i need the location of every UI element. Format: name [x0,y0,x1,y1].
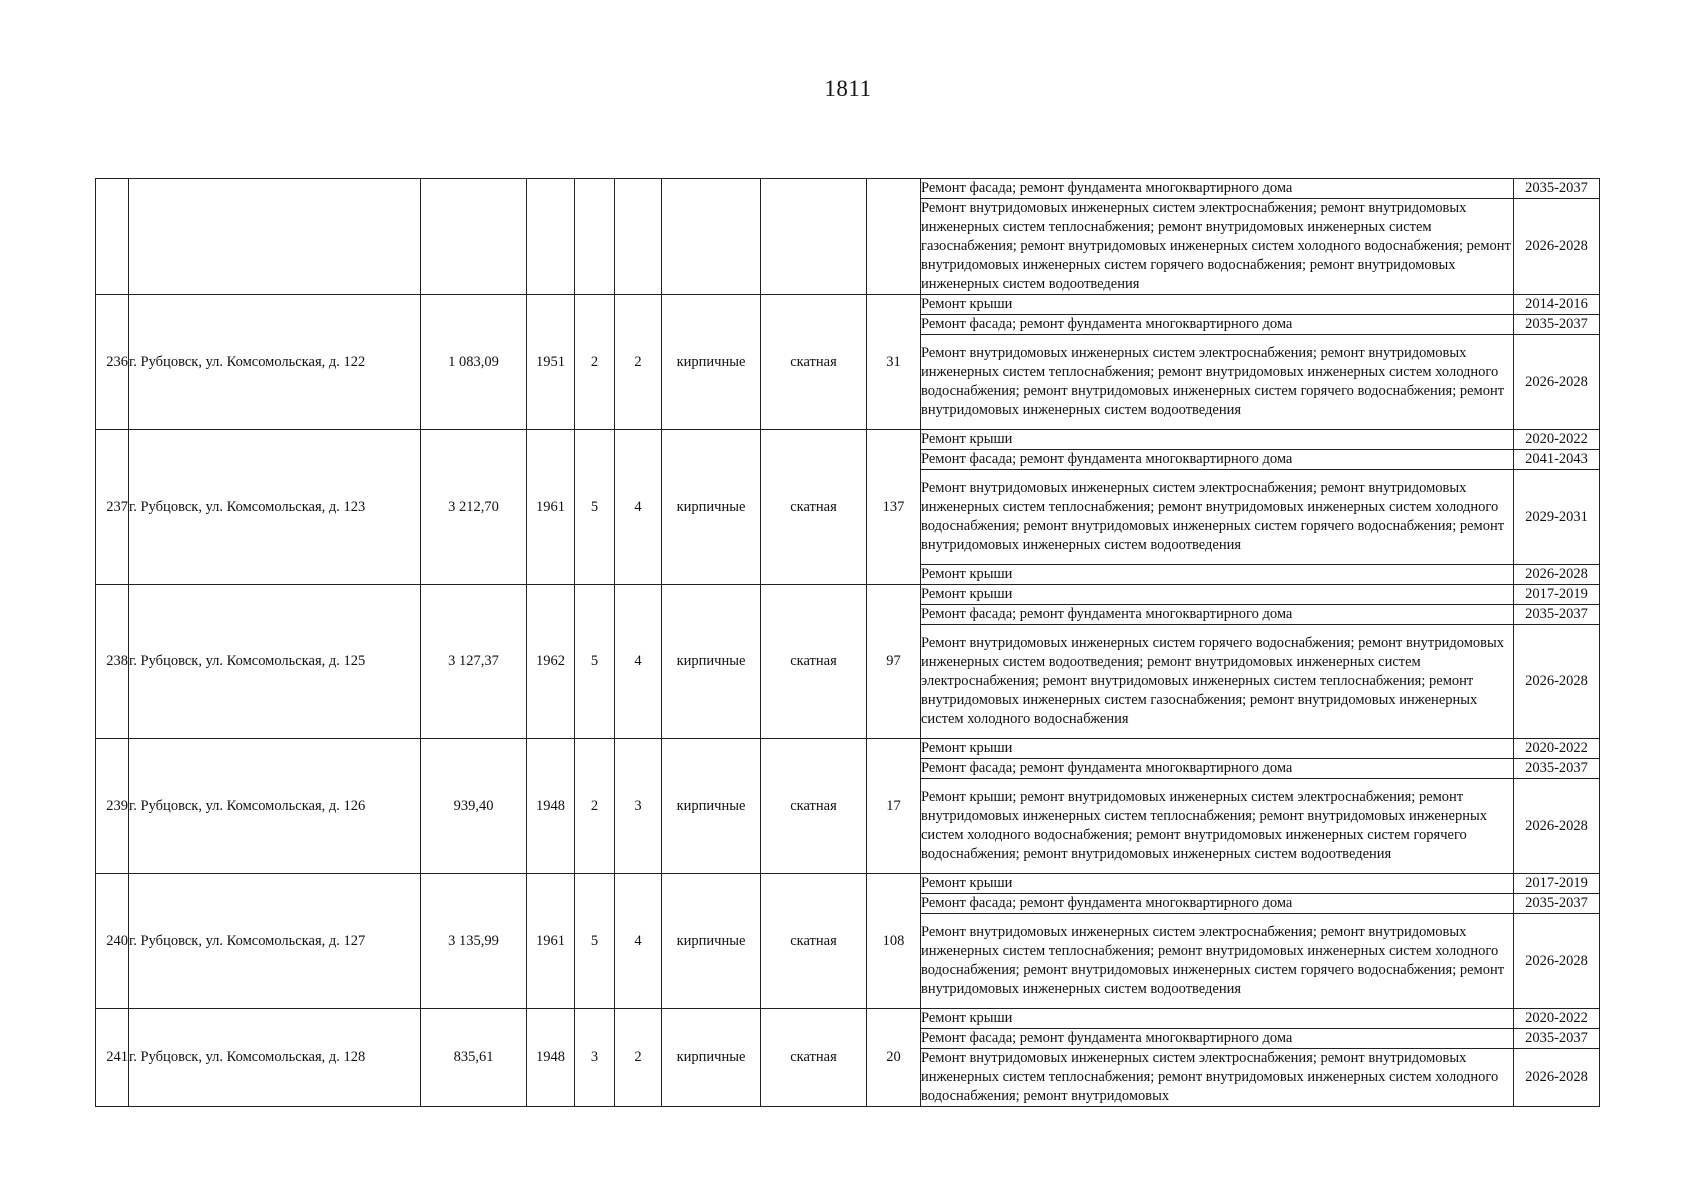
address-cell: г. Рубцовск, ул. Комсомольская, д. 127 [129,874,421,1009]
work-cell: Ремонт крыши [921,1009,1514,1029]
area-cell [421,179,527,295]
floors-cell [575,179,615,295]
roof-cell: скатная [761,585,867,739]
work-cell: Ремонт внутридомовых инженерных систем электроснабжения; ремонт внутридомовых инженерных систем теплоснабжения; ремонт внутридомовых инженерных систем газоснабжения; ремонт внутридомовых инженерных систем холодного водоснабжения; ремонт внутридомовых инженерных систем горячего водоснабжения; ремонт внутридомовых инженерных систем водоотведения [921,199,1514,295]
walls-cell: кирпичные [662,739,761,874]
table-row [96,739,1600,759]
period-cell: 2035-2037 [1514,894,1600,914]
walls-cell: кирпичные [662,430,761,585]
residents-cell: 20 [867,1009,921,1107]
num-cell: 241 [96,1009,129,1107]
entrances-cell: 2 [615,1009,662,1107]
year-cell: 1948 [527,1009,575,1107]
period-cell: 2026-2028 [1514,1049,1600,1107]
address-cell [129,179,421,295]
work-cell: Ремонт крыши [921,874,1514,894]
num-cell [96,179,129,295]
num-cell: 237 [96,430,129,585]
period-cell: 2017-2019 [1514,874,1600,894]
continuation-row [96,179,1600,199]
residents-cell: 97 [867,585,921,739]
period-cell: 2035-2037 [1514,315,1600,335]
roof-cell: скатная [761,430,867,585]
num-cell: 236 [96,295,129,430]
period-cell: 2026-2028 [1514,779,1600,874]
period-cell: 2020-2022 [1514,430,1600,450]
work-cell: Ремонт внутридомовых инженерных систем электроснабжения; ремонт внутридомовых инженерных систем теплоснабжения; ремонт внутридомовых инженерных систем холодного водоснабжения; ремонт внутридомовых инженерных систем горячего водоснабжения; ремонт внутридомовых инженерных систем водоотведения [921,470,1514,565]
num-cell: 238 [96,585,129,739]
address-cell: г. Рубцовск, ул. Комсомольская, д. 123 [129,430,421,585]
address-cell: г. Рубцовск, ул. Комсомольская, д. 125 [129,585,421,739]
work-cell: Ремонт крыши [921,565,1514,585]
period-cell: 2026-2028 [1514,199,1600,295]
roof-cell [761,179,867,295]
work-cell: Ремонт фасада; ремонт фундамента многоквартирного дома [921,179,1514,199]
residents-cell [867,179,921,295]
area-cell: 939,40 [421,739,527,874]
period-cell: 2035-2037 [1514,759,1600,779]
table-row [96,874,1600,894]
address-cell: г. Рубцовск, ул. Комсомольская, д. 128 [129,1009,421,1107]
floors-cell: 5 [575,430,615,585]
year-cell: 1961 [527,874,575,1009]
floors-cell: 2 [575,295,615,430]
work-cell: Ремонт крыши [921,430,1514,450]
work-cell: Ремонт внутридомовых инженерных систем электроснабжения; ремонт внутридомовых инженерных систем теплоснабжения; ремонт внутридомовых инженерных систем холодного водоснабжения; ремонт внутридомовых инженерных систем горячего водоснабжения; ремонт внутридомовых инженерных систем водоотведения [921,914,1514,1009]
period-cell: 2026-2028 [1514,565,1600,585]
table-row [96,295,1600,315]
period-cell: 2014-2016 [1514,295,1600,315]
num-cell: 240 [96,874,129,1009]
period-cell: 2020-2022 [1514,1009,1600,1029]
year-cell [527,179,575,295]
num-cell: 239 [96,739,129,874]
page-number: 1811 [824,76,872,101]
roof-cell: скатная [761,1009,867,1107]
address-cell: г. Рубцовск, ул. Комсомольская, д. 126 [129,739,421,874]
period-cell: 2017-2019 [1514,585,1600,605]
floors-cell: 3 [575,1009,615,1107]
floors-cell: 2 [575,739,615,874]
walls-cell: кирпичные [662,295,761,430]
year-cell: 1961 [527,430,575,585]
table-row [96,430,1600,450]
period-cell: 2020-2022 [1514,739,1600,759]
residents-cell: 17 [867,739,921,874]
period-cell: 2026-2028 [1514,625,1600,739]
entrances-cell: 4 [615,874,662,1009]
table-row [96,1009,1600,1029]
housing-register-table [95,178,1600,1107]
walls-cell: кирпичные [662,585,761,739]
work-cell: Ремонт внутридомовых инженерных систем электроснабжения; ремонт внутридомовых инженерных систем теплоснабжения; ремонт внутридомовых инженерных систем холодного водоснабжения; ремонт внутридомовых инженерных систем горячего водоснабжения; ремонт внутридомовых инженерных систем водоотведения [921,335,1514,430]
work-cell: Ремонт фасада; ремонт фундамента многоквартирного дома [921,1029,1514,1049]
work-cell: Ремонт внутридомовых инженерных систем электроснабжения; ремонт внутридомовых инженерных систем теплоснабжения; ремонт внутридомовых инженерных систем холодного водоснабжения; ремонт внутридомовых [921,1049,1514,1107]
work-cell: Ремонт фасада; ремонт фундамента многоквартирного дома [921,894,1514,914]
residents-cell: 108 [867,874,921,1009]
address-cell: г. Рубцовск, ул. Комсомольская, д. 122 [129,295,421,430]
entrances-cell: 4 [615,430,662,585]
year-cell: 1948 [527,739,575,874]
period-cell: 2026-2028 [1514,335,1600,430]
entrances-cell: 3 [615,739,662,874]
entrances-cell [615,179,662,295]
entrances-cell: 2 [615,295,662,430]
walls-cell: кирпичные [662,1009,761,1107]
work-cell: Ремонт крыши [921,739,1514,759]
work-cell: Ремонт крыши; ремонт внутридомовых инженерных систем электроснабжения; ремонт внутридомовых инженерных систем теплоснабжения; ремонт внутридомовых инженерных систем холодного водоснабжения; ремонт внутридомовых инженерных систем горячего водоснабжения; ремонт внутридомовых инженерных систем водоотведения [921,779,1514,874]
work-cell: Ремонт фасада; ремонт фундамента многоквартирного дома [921,759,1514,779]
table-row [96,585,1600,605]
entrances-cell: 4 [615,585,662,739]
floors-cell: 5 [575,585,615,739]
walls-cell: кирпичные [662,874,761,1009]
area-cell: 3 127,37 [421,585,527,739]
period-cell: 2035-2037 [1514,605,1600,625]
work-cell: Ремонт фасада; ремонт фундамента многоквартирного дома [921,605,1514,625]
period-cell: 2041-2043 [1514,450,1600,470]
work-cell: Ремонт крыши [921,585,1514,605]
floors-cell: 5 [575,874,615,1009]
residents-cell: 137 [867,430,921,585]
roof-cell: скатная [761,295,867,430]
work-cell: Ремонт крыши [921,295,1514,315]
work-cell: Ремонт фасада; ремонт фундамента многоквартирного дома [921,315,1514,335]
walls-cell [662,179,761,295]
period-cell: 2026-2028 [1514,914,1600,1009]
area-cell: 1 083,09 [421,295,527,430]
period-cell: 2035-2037 [1514,179,1600,199]
roof-cell: скатная [761,874,867,1009]
work-cell: Ремонт фасада; ремонт фундамента многоквартирного дома [921,450,1514,470]
area-cell: 835,61 [421,1009,527,1107]
year-cell: 1951 [527,295,575,430]
area-cell: 3 212,70 [421,430,527,585]
area-cell: 3 135,99 [421,874,527,1009]
work-cell: Ремонт внутридомовых инженерных систем горячего водоснабжения; ремонт внутридомовых инженерных систем водоотведения; ремонт внутридомовых инженерных систем электроснабжения; ремонт внутридомовых инженерных систем теплоснабжения; ремонт внутридомовых инженерных систем газоснабжения; ремонт внутридомовых инженерных систем холодного водоснабжения [921,625,1514,739]
residents-cell: 31 [867,295,921,430]
period-cell: 2029-2031 [1514,470,1600,565]
period-cell: 2035-2037 [1514,1029,1600,1049]
roof-cell: скатная [761,739,867,874]
year-cell: 1962 [527,585,575,739]
